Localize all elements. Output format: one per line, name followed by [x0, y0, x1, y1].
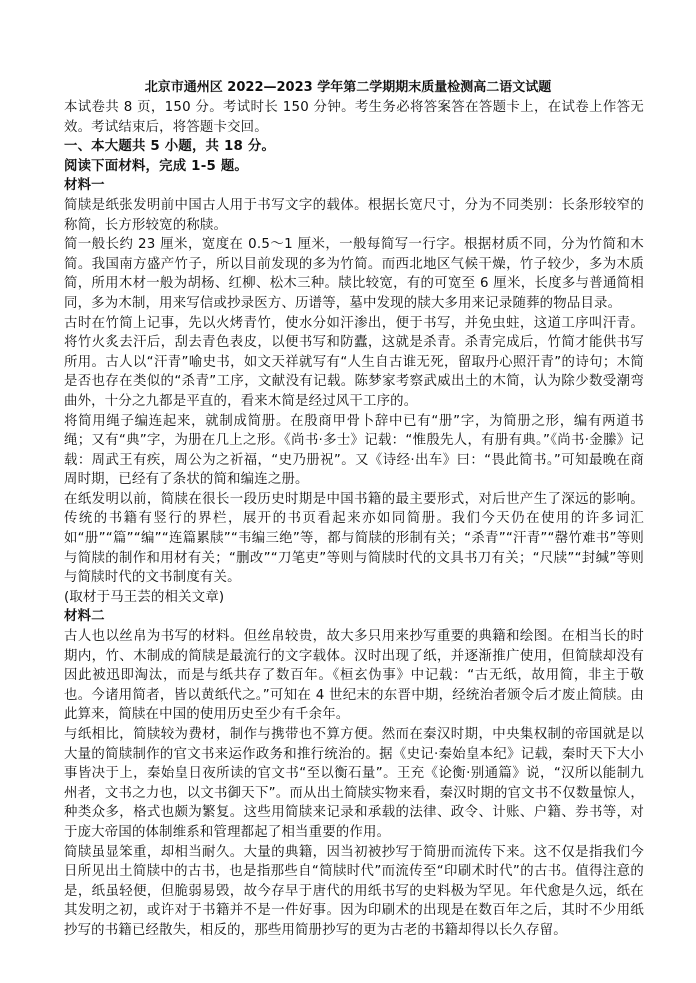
material-1-source: (取材于马王芸的相关文章) — [64, 589, 225, 605]
material-1-paragraph: 古时在竹简上记事，先以火烤青竹，使水分如汗渗出，便于书写，并免虫蛀，这道工序叫汗青。将竹火炙去汗后，刮去青色表皮，以便书写和防蠹，这就是杀青。杀青完成后，竹简才能供书写所用。古人以“汗青”喻史书，如文天祥就写有“人生自古谁无死，留取丹心照汗青”的诗句；木简是否也存在类似的“杀青”工序，文献没有记载。陈梦家考察武威出土的木简，认为除少数受潮弯曲外，十分之九都是平直的，看来木简是经过风干工序的。 — [64, 315, 644, 409]
material-1-heading: 材料一 — [64, 178, 105, 194]
section-heading: 一、本大题共 5 小题，共 18 分。 — [64, 139, 276, 155]
exam-intro: 本试卷共 8 页，150 分。考试时长 150 分钟。考生务必将答案答在答题卡上，在试卷上作答无效。考试结束后，将答题卡交回。 — [64, 100, 644, 135]
material-1-paragraph: 将简用绳子编连起来，就制成简册。在殷商甲骨卜辞中已有“册”字，为简册之形，编有两道书绳；又有“典”字，为册在几上之形。《尚书·多士》记载：“惟殷先人，有册有典。”《尚书·金縢》记载：周武王有疾，周公为之祈福，“史乃册祝”。又《诗经·出车》曰：“畏此简书。”可知最晚在商周时期，已经有了条状的简和编连之册。 — [64, 413, 644, 488]
material-1-paragraph: 简一般长约 23 厘米，宽度在 0.5～1 厘米，一般每简写一行字。根据材质不同，分为竹简和木简。我国南方盛产竹子，所以目前发现的多为竹简。而西北地区气候干燥，竹子较少，多为木质简，所用木材一般为胡杨、红柳、松木三种。牍比较宽，有的可宽至 6 厘米，长度多与普通简相同，多为木制，用来写信或抄录医方、历谱等，墓中发现的牍大多用来记录随葬的物品目录。 — [64, 237, 644, 311]
reading-instruction: 阅读下面材料，完成 1-5 题。 — [64, 158, 249, 174]
exam-title: 北京市通州区 2022—2023 学年第二学期期末质量检测高二语文试题 — [144, 80, 552, 95]
material-1-paragraph: 简牍是纸张发明前中国古人用于书写文字的载体。根据长宽尺寸，分为不同类别：长条形较窄的称简，长方形较宽的称牍。 — [64, 197, 644, 233]
material-1-paragraph: 在纸发明以前，简牍在很长一段历史时期是中国书籍的最主要形式，对后世产生了深远的影响。传统的书籍有竖行的界栏，展开的书页看起来亦如同简册。我们今天仍在使用的许多词汇如“册”“篇”“编”“连篇累牍”“韦编三绝”等，都与简牍的形制有关；“杀青”“汗青”“罄竹难书”等则与简牍的制作和用材有关；“删改”“刀笔吏”等则与简牍时代的文具书刀有关；“尺牍”“封缄”等则与简牍时代的文书制度有关。 — [64, 491, 644, 586]
document-body — [64, 98, 644, 941]
material-2-paragraph: 简牍虽显笨重，却相当耐久。大量的典籍，因当初被抄写于简册而流传下来。这不仅是指我们今日所见出土简牍中的古书，也是指那些自“简牍时代”而流传至“印刷术时代”的古书。值得注意的是，纸虽轻便，但脆弱易毁，故今存早于唐代的用纸书写的史料极为罕见。年代愈是久远，纸在其发明之初，或许对于书籍并不是一件好事。因为印刷术的出现是在数百年之后，其时不少用纸抄写的书籍已经散失，相反的，那些用简册抄写的更为古老的书籍却得以长久存留。 — [64, 844, 644, 938]
material-2-heading: 材料二 — [64, 609, 105, 625]
material-2-paragraph: 与纸相比，简牍较为费材，制作与携带也不算方便。然而在秦汉时期，中央集权制的帝国就是以大量的简牍制作的官文书来运作政务和推行统治的。据《史记·秦始皇本纪》记载，秦时天下大小事皆决于上，秦始皇日夜所读的官文书“至以衡石量”。王充《论衡·别通篇》说，“汉所以能制九州者，文书之力也，以文书御天下”。而从出土简牍实物来看，秦汉时期的官文书不仅数量惊人，种类众多，格式也颇为繁复。这些用简牍来记录和承载的法律、政令、计账、户籍、券书等，对于庞大帝国的体制维系和管理都起了相当重要的作用。 — [64, 727, 644, 840]
material-2-paragraph: 古人也以丝帛为书写的材料。但丝帛较贵，故大多只用来抄写重要的典籍和绘图。在相当长的时期内，竹、木制成的简牍是最流行的文字载体。汉时出现了纸，并逐渐推广使用，但简牍却没有因此被迅即淘汰，而是与纸共存了数百年。《桓玄伪事》中记载：“古无纸，故用简，非主于敬也。今诸用简者，皆以黄纸代之。”可知在 4 世纪末的东晋中期，经统治者颁令后才废止简牍。由此算来，简牍在中国的使用历史至少有千余年。 — [64, 629, 644, 723]
